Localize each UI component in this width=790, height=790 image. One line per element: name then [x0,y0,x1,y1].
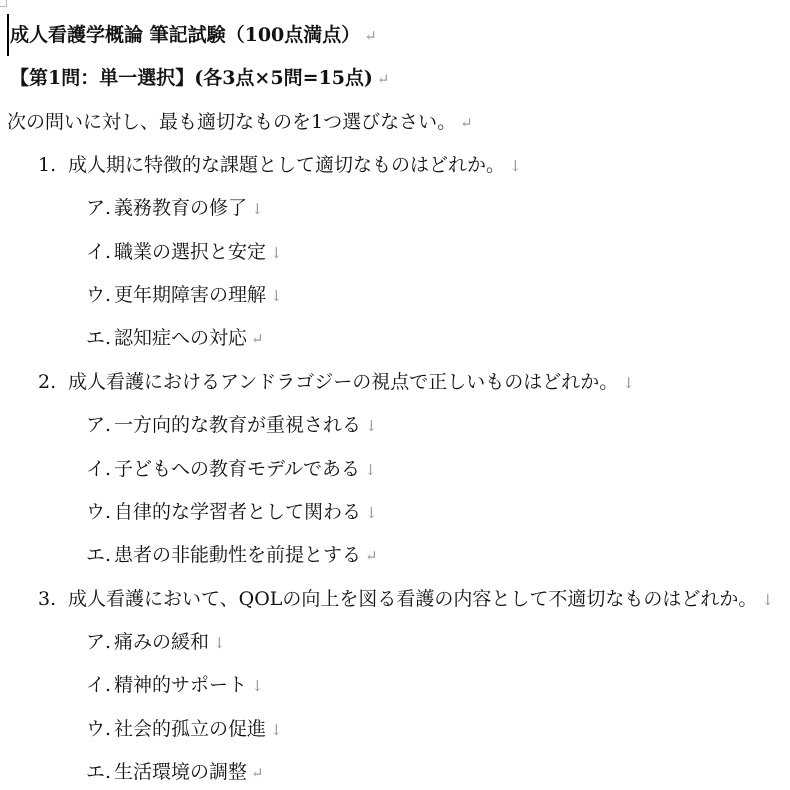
q1-option-a[interactable] [86,195,264,222]
line-break-mark: ↓ [270,287,283,305]
line-break-mark: ↓ [509,157,522,175]
option-label: ア. [86,414,112,436]
line-break-mark: ↓ [251,200,264,218]
option-label: イ. [86,458,112,480]
paragraph-mark: ↵ [376,70,390,88]
document-title[interactable]: 成人看護学概論 筆記試験（100点満点） ↵ [10,24,377,46]
page-corner-marker [0,0,7,7]
q1-option-d[interactable] [86,325,264,352]
q3-option-b[interactable] [86,672,264,699]
question-2[interactable] [38,369,635,396]
line-break-mark: ↓ [251,677,264,695]
line-break-mark: ↓ [761,591,774,609]
option-text: 痛みの緩和 [114,631,210,653]
question-number: 3. [38,588,57,610]
line-break-mark: ↓ [622,374,635,392]
option-text: 患者の非能動性を前提とする [114,544,362,566]
option-label: イ. [86,241,112,263]
line-break-mark: ↓ [270,721,283,739]
section-heading[interactable]: 【第1問：単一選択】(各3点×5問=15点) ↵ [10,67,390,89]
question-3[interactable] [38,586,774,613]
option-label: エ. [86,327,112,349]
option-label: ウ. [86,284,112,306]
q3-option-a[interactable] [86,629,226,656]
text-cursor [7,14,9,56]
paragraph-mark: ↵ [251,330,264,348]
option-label: エ. [86,761,112,783]
line-break-mark: ↓ [270,244,283,262]
q2-option-d[interactable] [86,542,378,569]
option-text: 職業の選択と安定 [114,241,267,263]
line-break-mark: ↓ [213,634,226,652]
option-label: エ. [86,544,112,566]
option-label: ウ. [86,501,112,523]
q3-option-c[interactable] [86,716,283,743]
option-label: ウ. [86,718,112,740]
option-text: 社会的孤立の促進 [114,718,267,740]
q1-option-b[interactable] [86,239,283,266]
q2-option-a[interactable] [86,412,378,439]
question-number: 2. [38,371,57,393]
q1-option-c[interactable] [86,282,283,309]
question-text: 成人看護におけるアンドラゴジーの視点で正しいものはどれか。 [68,371,619,393]
option-text: 義務教育の修了 [114,197,248,219]
option-label: ア. [86,197,112,219]
instruction-text[interactable]: 次の問いに対し、最も適切なものを1つ選びなさい。 ↵ [7,111,473,133]
q3-option-d[interactable] [86,759,264,786]
option-text: 認知症への対応 [114,327,248,349]
option-text: 精神的サポート [114,674,248,696]
question-text: 成人期に特徴的な課題として適切なものはどれか。 [68,154,506,176]
option-label: イ. [86,674,112,696]
paragraph-mark: ↵ [460,114,473,132]
paragraph-mark: ↵ [365,547,378,565]
paragraph-mark: ↵ [364,27,377,45]
question-1[interactable] [38,152,522,179]
option-text: 更年期障害の理解 [114,284,267,306]
line-break-mark: ↓ [364,461,377,479]
option-text: 子どもへの教育モデルである [114,458,361,480]
paragraph-mark: ↵ [251,764,264,782]
q2-option-b[interactable] [86,456,377,483]
line-break-mark: ↓ [365,417,378,435]
question-text: 成人看護において、QOLの向上を図る看護の内容として不適切なものはどれか。 [68,588,758,610]
line-break-mark: ↓ [365,504,378,522]
option-text: 生活環境の調整 [114,761,248,783]
q2-option-c[interactable] [86,499,378,526]
option-text: 一方向的な教育が重視される [114,414,362,436]
option-text: 自律的な学習者として関わる [114,501,362,523]
question-number: 1. [38,154,57,176]
option-label: ア. [86,631,112,653]
